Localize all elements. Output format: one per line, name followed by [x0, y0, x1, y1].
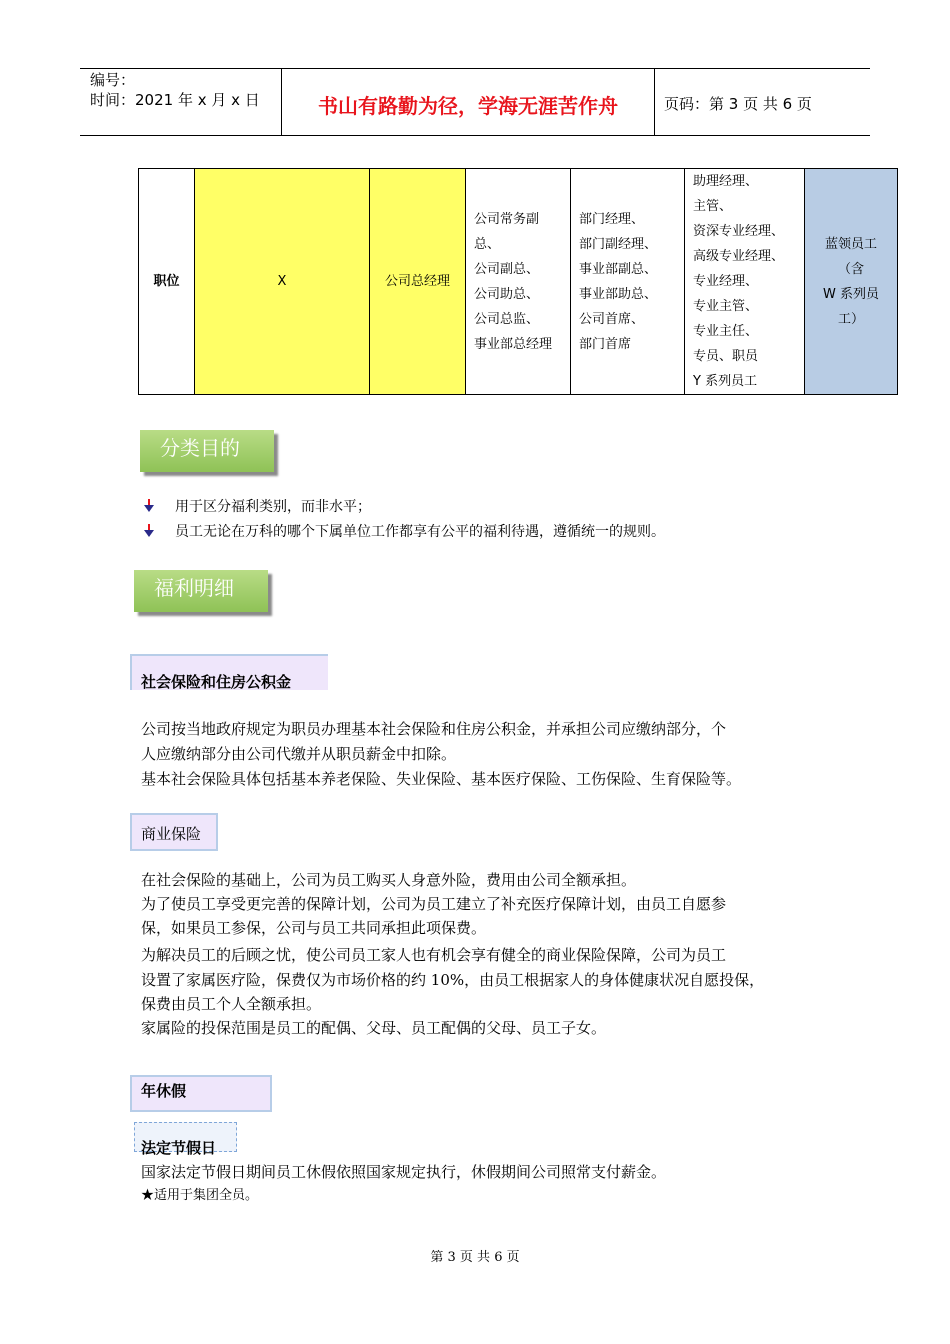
table-cell — [805, 169, 898, 395]
cell-line: 公司首席、 — [579, 311, 645, 327]
cell-line: 高级专业经理、 — [693, 249, 785, 264]
cell-line: 公司常务副 — [474, 211, 540, 227]
note-line: ★适用于集团全员。 — [141, 1188, 259, 1203]
position-table — [138, 168, 898, 395]
table-cell — [195, 169, 370, 395]
paragraph-line: 在社会保险的基础上，公司为员工购买人身意外险，费用由公司全额承担。 — [141, 871, 637, 889]
cell-line: 专业主管、 — [693, 299, 759, 314]
page-footer: 第 3 页 共 6 页 — [430, 1250, 520, 1265]
cell-line: 专业经理、 — [693, 274, 759, 289]
cell-line: 资深专业经理、 — [693, 224, 785, 239]
cell-line: 公司总经理 — [384, 274, 450, 289]
bullet-text: 员工无论在万科的哪个下属单位工作都享有公平的福利待遇，遵循统一的规则。 — [175, 524, 665, 540]
paragraph-line: 人应缴纳部分由公司代缴并从职员薪金中扣除。 — [141, 745, 457, 763]
cell-line: X — [277, 274, 287, 289]
paragraph-line: 家属险的投保范围是员工的配偶、父母、员工配偶的父母、员工子女。 — [141, 1019, 607, 1037]
cell-line: Y 系列员工 — [693, 374, 758, 389]
paragraph-line: 公司按当地政府规定为职员办理基本社会保险和住房公积金，并承担公司应缴纳部分，个 — [141, 720, 727, 738]
header-top-rule — [80, 68, 870, 69]
header-bottom-rule — [80, 135, 870, 136]
paragraph-line: 国家法定节假日期间员工休假依照国家规定执行，休假期间公司照常支付薪金。 — [141, 1163, 667, 1181]
arrow-bullet-icon — [143, 499, 155, 513]
table-cell — [571, 169, 685, 395]
paragraph-line: 保，如果员工参保，公司与员工共同承担此项保费。 — [141, 919, 487, 937]
paragraph-line: 基本社会保险具体包括基本养老保险、失业保险、基本医疗保险、工伤保险、生育保险等。 — [141, 770, 742, 788]
cell-line: 专员、职员 — [693, 349, 759, 364]
section-banner-benefits: 福利明细 — [134, 570, 268, 612]
header-number: 编号： — [90, 71, 136, 89]
arrow-bullet-icon — [143, 524, 155, 538]
cell-line: 主管、 — [693, 199, 733, 214]
table-cell — [466, 169, 571, 395]
cell-line: 部门首席 — [579, 336, 632, 352]
cell-line: 蓝领员工 — [824, 236, 877, 252]
cell-line: W 系列员 — [823, 286, 879, 302]
header-motto: 书山有路勤为径，学海无涯苦作舟 — [318, 94, 618, 118]
cell-line: 事业部副总、 — [579, 261, 658, 277]
paragraph-line: 为了使员工享受更完善的保障计划，公司为员工建立了补充医疗保障计划，由员工自愿参 — [141, 895, 727, 913]
table-row — [139, 169, 898, 395]
subsection-title: 法定节假日 — [141, 1139, 217, 1157]
cell-line: 部门经理、 — [579, 211, 645, 227]
header-date: 时间：2021 年 x 月 x 日 — [90, 91, 260, 109]
cell-line: 公司副总、 — [474, 261, 540, 277]
cell-line: 事业部总经理 — [474, 336, 553, 352]
cell-line: 总、 — [474, 236, 501, 252]
row-label: 职位 — [139, 169, 195, 395]
cell-line: 助理经理、 — [693, 174, 759, 189]
cell-line: 事业部助总、 — [579, 286, 658, 302]
paragraph-line: 保费由员工个人全额承担。 — [141, 995, 322, 1013]
header-page-number: 页码：第 3 页 共 6 页 — [664, 95, 812, 113]
cell-line: 公司助总、 — [474, 286, 540, 302]
subsection-annual-leave — [130, 1075, 272, 1112]
subsection-social-insurance — [130, 654, 328, 690]
cell-line: 工） — [837, 311, 864, 327]
table-cell — [685, 169, 805, 395]
cell-line: 部门副经理、 — [579, 236, 658, 252]
header-divider-right — [654, 68, 655, 136]
cell-line: 公司总监、 — [474, 311, 540, 327]
section-banner-classification: 分类目的 — [140, 430, 274, 472]
cell-line: （含 — [837, 261, 864, 277]
subsection-commercial-insurance — [130, 813, 218, 851]
subsection-title: 社会保险和住房公积金 — [141, 673, 292, 691]
cell-line: 专业主任、 — [693, 324, 759, 339]
bullet-text: 用于区分福利类别，而非水平； — [175, 499, 371, 515]
table-cell — [370, 169, 466, 395]
subsection-title: 年休假 — [141, 1082, 187, 1100]
paragraph-line: 设置了家属医疗险，保费仅为市场价格的约 10%，由员工根据家人的身体健康状况自愿投保， — [141, 971, 765, 989]
subsection-title: 商业保险 — [141, 825, 202, 843]
paragraph-line: 为解决员工的后顾之忧，使公司员工家人也有机会享有健全的商业保险保障，公司为员工 — [141, 946, 727, 964]
